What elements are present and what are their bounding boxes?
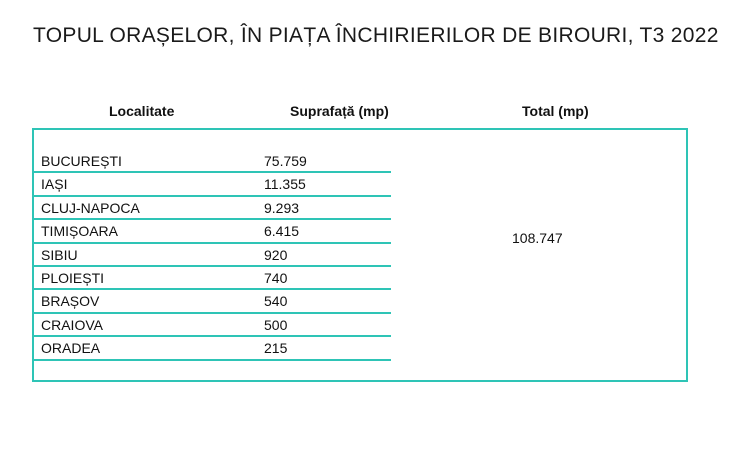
table-row bbox=[33, 197, 391, 220]
city-cell: CRAIOVA bbox=[41, 316, 103, 333]
area-cell: 75.759 bbox=[264, 153, 307, 169]
city-cell: TIMIȘOARA bbox=[41, 223, 119, 240]
column-header-total: Total (mp) bbox=[522, 103, 589, 119]
city-cell: SIBIU bbox=[41, 246, 78, 263]
table-row bbox=[33, 337, 391, 360]
city-cell: IAȘI bbox=[41, 176, 68, 193]
area-cell: 740 bbox=[264, 269, 288, 286]
table-row bbox=[33, 314, 391, 337]
city-cell: PLOIEȘTI bbox=[41, 269, 105, 286]
area-cell: 11.355 bbox=[264, 176, 306, 193]
area-cell: 500 bbox=[264, 316, 288, 333]
city-cell: ORADEA bbox=[41, 340, 101, 357]
table-body bbox=[33, 150, 391, 361]
column-header-localitate: Localitate bbox=[109, 103, 175, 119]
table-row bbox=[33, 150, 391, 173]
city-cell: BUCUREȘTI bbox=[41, 153, 122, 169]
area-cell: 215 bbox=[264, 340, 288, 357]
area-cell: 540 bbox=[264, 293, 288, 310]
table-row bbox=[33, 267, 391, 290]
page-title: TOPUL ORAȘELOR, ÎN PIAȚA ÎNCHIRIERILOR DE BIROURI, T3 2022 bbox=[33, 24, 719, 47]
total-value: 108.747 bbox=[512, 230, 563, 246]
table-row bbox=[33, 220, 391, 243]
area-cell: 6.415 bbox=[264, 223, 300, 240]
table-row bbox=[33, 290, 391, 313]
table-row bbox=[33, 173, 391, 196]
city-cell: CLUJ-NAPOCA bbox=[41, 199, 140, 216]
table-row bbox=[33, 244, 391, 267]
column-header-suprafata: Suprafață (mp) bbox=[290, 103, 389, 119]
city-cell: BRAȘOV bbox=[41, 293, 100, 310]
area-cell: 9.293 bbox=[264, 199, 300, 216]
area-cell: 920 bbox=[264, 246, 288, 263]
